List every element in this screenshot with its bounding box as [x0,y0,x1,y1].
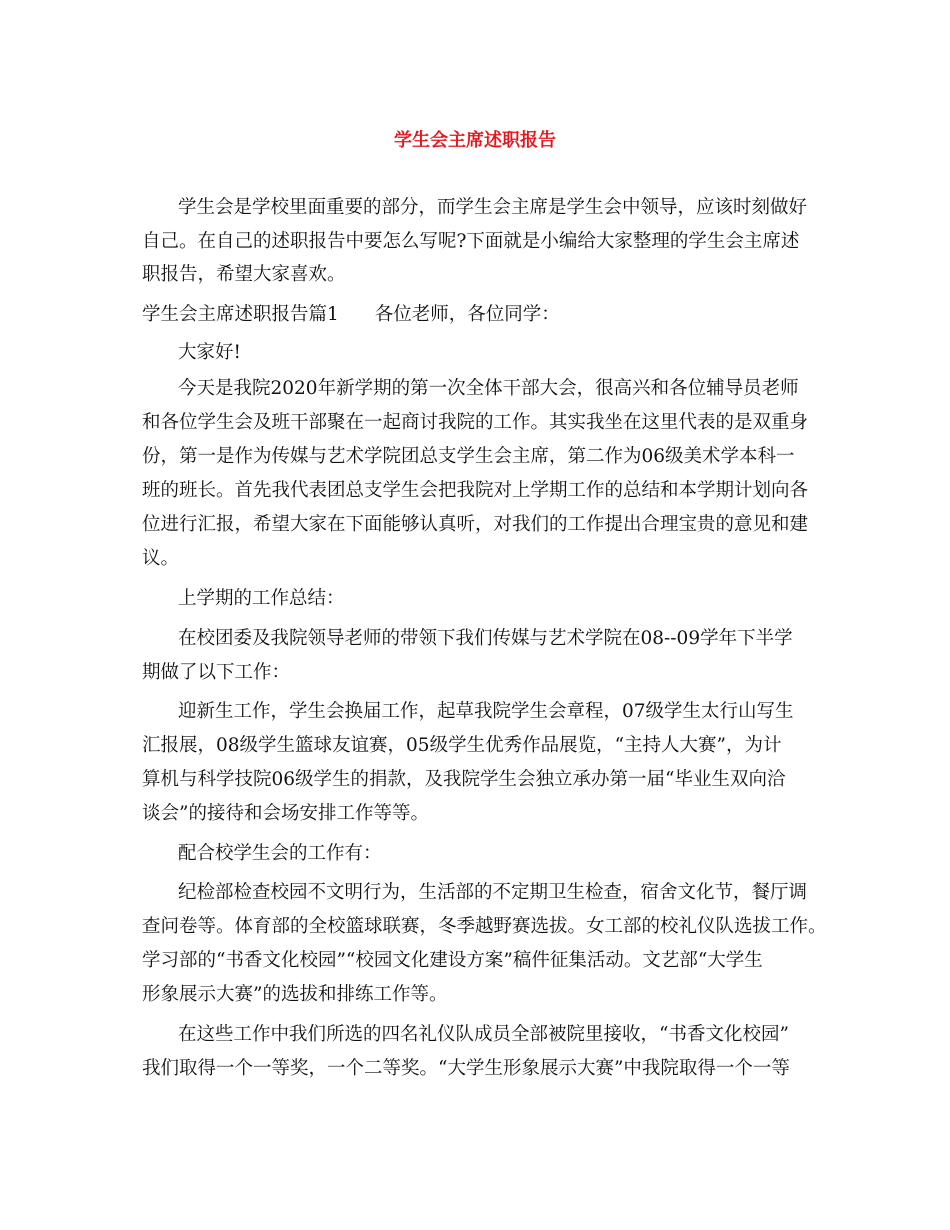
paragraph-line: 我们取得一个一等奖，一个二等奖。“大学生形象展示大赛”中我院取得一个一等 [142,1058,790,1079]
paragraph-line: 上学期的工作总结： [178,588,345,609]
paragraph-line: 在校团委及我院领导老师的带领下我们传媒与艺术学院在08--09学年下半学 [178,628,793,649]
salutation: 各位老师，各位同学： [374,304,560,325]
paragraph-line: 位进行汇报，希望大家在下面能够认真听，对我们的工作提出合理宝贵的意见和建 [142,514,809,535]
section-heading: 学生会主席述职报告篇1 [142,304,339,325]
paragraph-line: 学习部的“书香文化校园”“校园文化建设方案”稿件征集活动。文艺部“大学生 [142,950,763,971]
paragraph-line: 学生会是学校里面重要的部分，而学生会主席是学生会中领导，应该时刻做好 [178,197,808,218]
paragraph-line: 在这些工作中我们所选的四名礼仪队成员全部被院里接收，“书香文化校园” [178,1024,789,1045]
document-title: 学生会主席述职报告 [394,130,556,151]
paragraph-line: 谈会”的接待和会场安排工作等等。 [142,803,429,824]
paragraph-line: 份，第一是作为传媒与艺术学院团总支学生会主席，第二作为06级美术学本科一 [142,446,795,467]
paragraph-line: 期做了以下工作： [142,662,291,683]
paragraph-line: 纪检部检查校园不文明行为，生活部的不定期卫生检查，宿舍文化节，餐厅调 [178,882,808,903]
paragraph-line: 汇报展，08级学生篮球友谊赛，05级学生优秀作品展览，“主持人大赛”，为计 [142,735,782,756]
paragraph-line: 形象展示大赛”的选拔和排练工作等。 [142,984,448,1005]
paragraph-line: 算机与科学技院06级学生的捐款，及我院学生会独立承办第一届“毕业生双向洽 [142,769,786,790]
paragraph-line: 今天是我院2020年新学期的第一次全体干部大会，很高兴和各位辅导员老师 [178,378,799,399]
paragraph-line: 班的班长。首先我代表团总支学生会把我院对上学期工作的总结和本学期计划向各 [142,480,809,501]
paragraph-line: 大家好! [178,342,241,363]
paragraph-line: 迎新生工作，学生会换届工作，起草我院学生会章程，07级学生太行山写生 [178,701,794,722]
paragraph-line: 查问卷等。体育部的全校篮球联赛，冬季越野赛选拔。女工部的校礼仪队选拔工作。 [142,916,827,937]
paragraph-line: 配合校学生会的工作有： [178,843,382,864]
section-line [142,303,560,327]
paragraph-line: 议。 [142,548,180,569]
paragraph-line: 自己。在自己的述职报告中要怎么写呢?下面就是小编给大家整理的学生会主席述 [142,231,800,252]
paragraph-line: 职报告，希望大家喜欢。 [142,264,346,285]
paragraph-line: 和各位学生会及班干部聚在一起商讨我院的工作。其实我坐在这里代表的是双重身 [142,412,809,433]
